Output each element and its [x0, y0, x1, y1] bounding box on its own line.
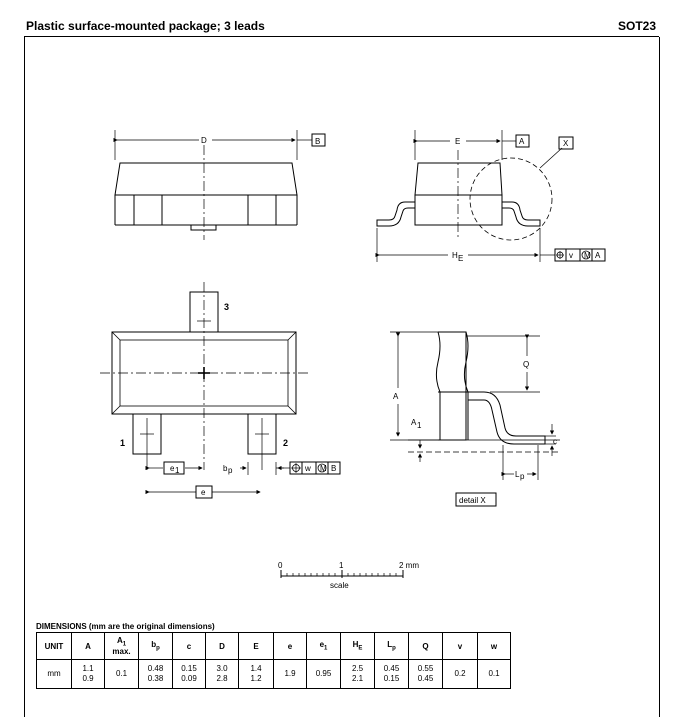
- label-c: c: [553, 437, 557, 446]
- header-D: D: [206, 633, 239, 660]
- cell-v: 0.2: [443, 660, 478, 689]
- header-v: v: [443, 633, 478, 660]
- label-Q: Q: [523, 360, 530, 369]
- label-bp-sub: p: [228, 466, 233, 475]
- label-HE-sub: E: [458, 254, 464, 263]
- pin-3-label: 3: [224, 302, 230, 312]
- scale-label: scale: [330, 581, 349, 590]
- label-HE: H: [452, 251, 458, 260]
- label-A-ref: A: [519, 137, 525, 146]
- label-E: E: [455, 137, 461, 146]
- scale-tick-0: 0: [278, 561, 283, 570]
- tol-v: v: [569, 251, 573, 260]
- cell-A: 1.1 0.9: [72, 660, 105, 689]
- cell-D: 3.0 2.8: [206, 660, 239, 689]
- cell-HE: 2.5 2.1: [341, 660, 375, 689]
- package-code: SOT23: [617, 19, 656, 33]
- top-view: [100, 282, 340, 498]
- cell-w: 0.1: [478, 660, 511, 689]
- label-A1: A: [411, 418, 417, 427]
- header-e1: $e_1$: [307, 633, 341, 660]
- scale-tick-1: 1: [339, 561, 344, 570]
- label-Lp-sub: p: [520, 472, 525, 481]
- label-A: A: [393, 392, 399, 401]
- dimensions-title: DIMENSIONS (mm are the original dimensions): [36, 622, 215, 631]
- header-w: w: [478, 633, 511, 660]
- label-D: D: [201, 136, 207, 145]
- cell-e1: 0.95: [307, 660, 341, 689]
- cell-Lp: 0.45 0.15: [375, 660, 409, 689]
- tol-w: w: [305, 464, 311, 473]
- header-A1: $A_1$ max.: [105, 633, 139, 660]
- tol-A: A: [595, 251, 601, 260]
- cell-E: 1.4 1.2: [239, 660, 274, 689]
- scale-tick-2: 2 mm: [399, 561, 419, 570]
- tol-M-2: M: [320, 464, 327, 473]
- header-A: A: [72, 633, 105, 660]
- side-view: [115, 130, 325, 240]
- table-header-row: [37, 633, 511, 660]
- dimensions-table: [36, 632, 511, 689]
- header-HE: $H_E$: [341, 633, 375, 660]
- header-Lp: $L_p$: [375, 633, 409, 660]
- label-X: X: [563, 139, 569, 148]
- label-B: B: [315, 137, 321, 146]
- header-bp: $b_p$: [139, 633, 173, 660]
- label-A1-sub: 1: [417, 421, 422, 430]
- label-e: e: [201, 488, 206, 497]
- table-row: [37, 660, 511, 689]
- header-e: e: [274, 633, 307, 660]
- label-bp: b: [223, 464, 228, 473]
- header-Q: Q: [409, 633, 443, 660]
- label-e1-sub: 1: [175, 466, 180, 475]
- header-E: E: [239, 633, 274, 660]
- tol-B: B: [331, 464, 337, 473]
- cell-A1: 0.1: [105, 660, 139, 689]
- detail-x-label: detail X: [459, 496, 486, 505]
- header-unit: UNIT: [37, 633, 72, 660]
- scale-bar: [281, 570, 403, 578]
- tol-M-1: M: [584, 251, 591, 260]
- pin-1-label: 1: [120, 438, 126, 448]
- header-c: c: [173, 633, 206, 660]
- package-title: Plastic surface-mounted package; 3 leads: [26, 19, 265, 33]
- label-e1: e: [170, 464, 175, 473]
- pin-2-label: 2: [283, 438, 289, 448]
- cell-c: 0.15 0.09: [173, 660, 206, 689]
- cell-bp: 0.48 0.38: [139, 660, 173, 689]
- end-view: [377, 130, 605, 262]
- cell-unit: mm: [37, 660, 72, 689]
- cell-Q: 0.55 0.45: [409, 660, 443, 689]
- cell-e: 1.9: [274, 660, 307, 689]
- label-Lp: L: [515, 470, 520, 479]
